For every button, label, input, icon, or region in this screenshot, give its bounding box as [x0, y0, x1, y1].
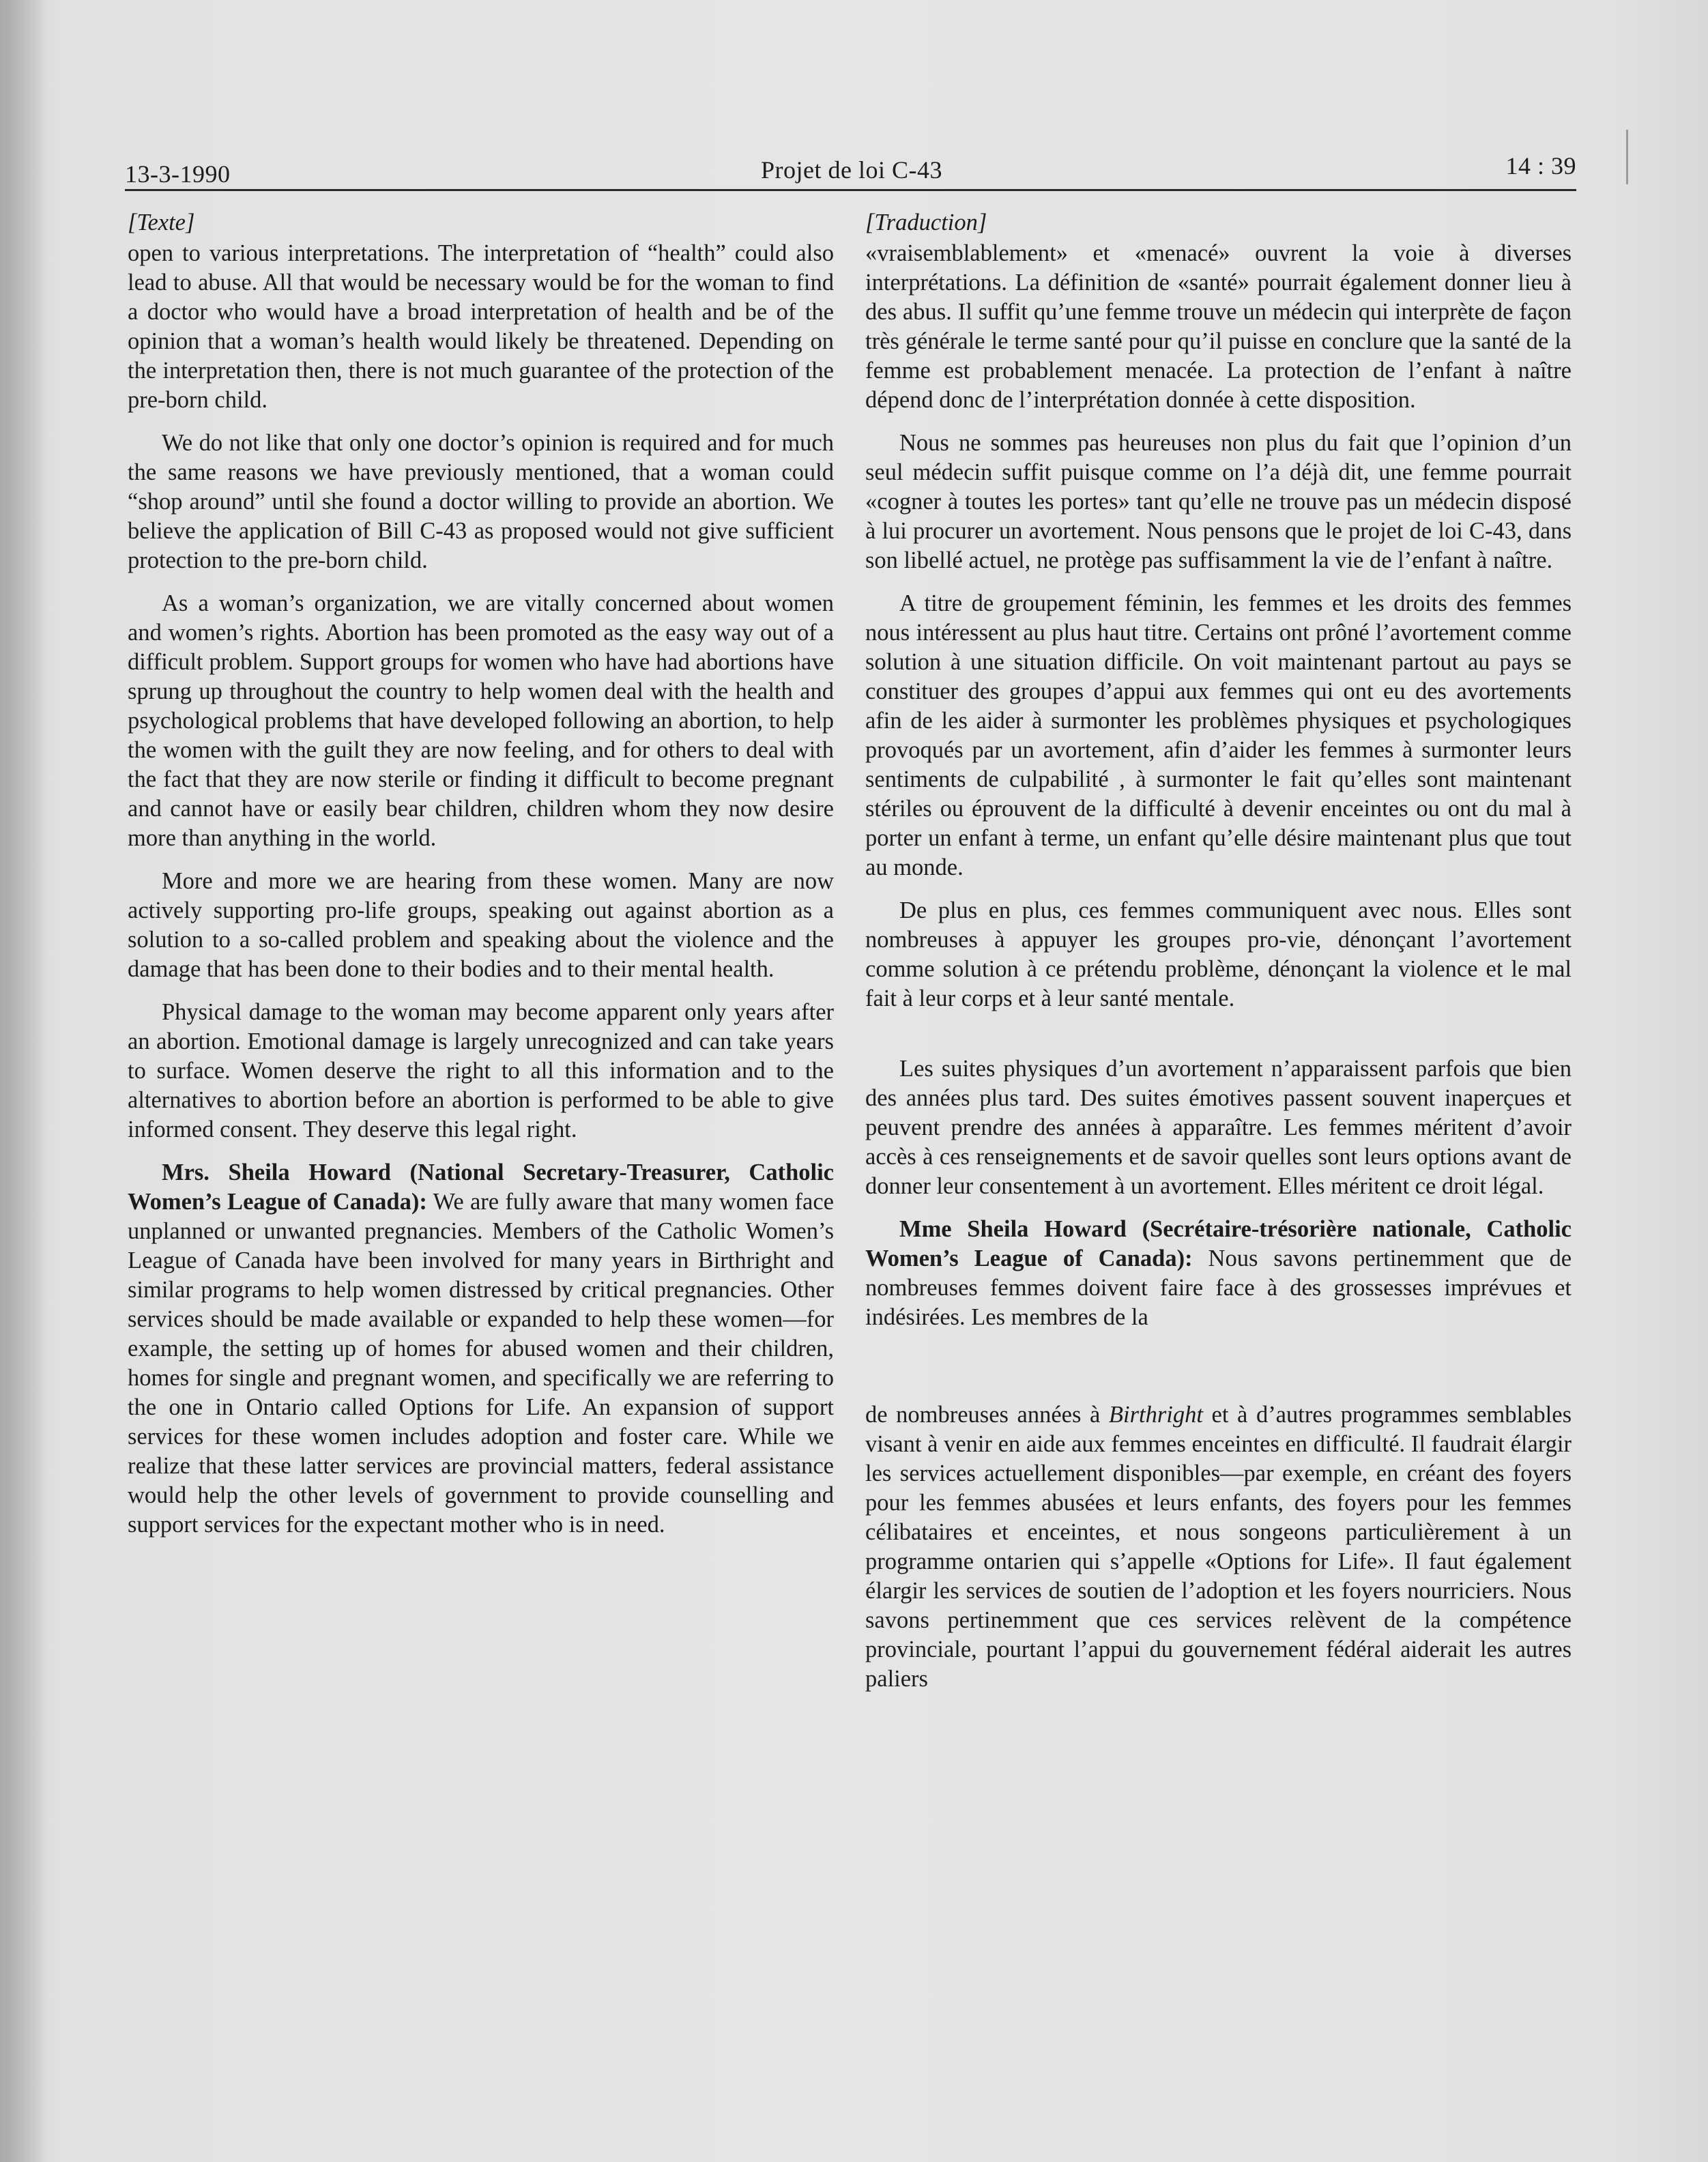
column-tag: [Texte]	[128, 210, 195, 235]
continued-paragraph	[865, 1400, 1572, 1694]
french-column	[865, 208, 1572, 1707]
speech-text: de nombreuses années à	[865, 1402, 1101, 1428]
speaker-paragraph	[865, 1215, 1572, 1332]
speaker-name: Mme Sheila Howard (Secrétaire-trésorière nationale, Catholic Women’s League of Canada):	[865, 1216, 1572, 1271]
header-rule	[125, 189, 1576, 191]
speech-text: We are fully aware that many women face unplanned or unwanted pregnancies. Members of the Catholic Women’s League of Canada have been involved for many years in Birthright and similar programs to help women distressed by critical pregnancies. Other services should be made available or expanded to help these women—for example, the setting up of homes for abused women and their children, homes for single and pregnant women, and specifically we are referring to the one in Ontario called Options for Life. An expansion of support services for these women includes adoption and foster care. While we realize that these latter services are provincial matters, federal assistance would help the other levels of government to provide counselling and support services for the expectant mother who is in need.	[128, 1189, 834, 1538]
paragraph: We do not like that only one doctor’s opinion is required and for much the same reasons we have previously mentioned, that a woman could “shop around” until she found a doctor willing to provide an abortion. We believe the application of Bill C-43 as proposed would not give sufficient protection to the pre-born child.	[128, 430, 834, 573]
speech-text: Nous savons pertinemment que de nombreuses femmes doivent faire face à des grossesses imprévues et indésirées. Les membres de la	[865, 1245, 1572, 1330]
paragraph: Physical damage to the woman may become apparent only years after an abortion. Emotional damage is largely unrecognized and can take years to surface. Women deserve the right to all this information and to the alternatives to abortion before an abortion is performed to be able to give informed consent. They deserve this legal right.	[128, 999, 834, 1142]
page-number: 14 : 39	[1505, 152, 1576, 179]
paragraph: Nous ne sommes pas heureuses non plus du fait que l’opinion d’un seul médecin suffit puisque comme on l’a déjà dit, une femme pourrait «cogner à toutes les portes» tant qu’elle ne trouve pas un médecin disposé à lui procurer un avortement. Nous pensons que le projet de loi C-43, dans son libellé actuel, ne protège pas suffisamment la vie de l’enfant à naître.	[865, 430, 1572, 573]
binding-shadow	[0, 0, 48, 2162]
speech-text: et à d’autres programmes semblables visant à venir en aide aux femmes enceintes en difficulté. Il faudrait élargir les services actuellement disponibles—par exemple, en créant des foyers pour les femmes abusées et leurs enfants, des foyers pour les femmes célibataires et enceintes, et nous songeons particulièrement à un programme ontarien qui s’appelle «Options for Life». Il faut également élargir les services de soutien de l’adoption et les foyers nourriciers. Nous savons pertinemment que ces services relèvent de la compétence provinciale, pourtant l’appui du gouvernement fédéral aiderait les autres paliers	[865, 1402, 1572, 1692]
speaker-paragraph	[128, 1158, 834, 1540]
program-name: Birthright	[1108, 1402, 1203, 1428]
paragraph: «vraisemblablement» et «menacé» ouvrent la voie à diverses interprétations. La définition de «santé» pourrait également donner lieu à des abus. Il suffit qu’une femme trouve un médecin qui interprète de façon très générale le terme santé pour qu’il puisse en conclure que la santé de la femme est probablement menacée. La protection de l’enfant à naître dépend donc de l’interprétation donnée à cette disposition.	[865, 240, 1572, 413]
paragraph: De plus en plus, ces femmes communiquent avec nous. Elles sont nombreuses à appuyer les groupes pro-vie, dénonçant l’avortement comme solution à ce prétendu problème, dénonçant la violence et le mal fait à leur corps et à leur santé mentale.	[865, 897, 1572, 1011]
paragraph: open to various interpretations. The interpretation of “health” could also lead to abuse. All that would be necessary would be for the woman to find a doctor who would have a broad interpretation of health and be of the opinion that a woman’s health would likely be threatened. Depending on the interpretation then, there is not much guarantee of the protection of the pre-born child.	[128, 240, 834, 413]
running-header	[125, 152, 1576, 190]
paragraph: More and more we are hearing from these women. Many are now actively supporting pro-life groups, speaking out against abortion as a solution to a so-called problem and speaking about the violence and the damage that has been done to their bodies and to their mental health.	[128, 868, 834, 982]
header-date: 13-3-1990	[125, 160, 231, 188]
paragraph: A titre de groupement féminin, les femmes et les droits des femmes nous intéressent au plus haut titre. Certains ont prôné l’avortement comme solution à une situation difficile. On voit maintenant partout au pays se constituer des groupes d’appui aux femmes qui ont eu des avortements afin de les aider à surmonter les problèmes physiques et psychologiques provoqués par un avortement, afin d’aider les femmes à surmonter leurs sentiments de culpabilité , à surmonter le fait qu’elles sont maintenant stériles ou éprouvent de la difficulté à devenir enceintes ou ont du mal à porter un enfant à terme, un enfant qu’elle désire maintenant plus que tout au monde.	[865, 590, 1572, 880]
margin-mark	[1626, 130, 1628, 184]
paragraph: Les suites physiques d’un avortement n’apparaissent parfois que bien des années plus tard. Des suites émotives passent souvent inaperçues et peuvent prendre des années à apparaître. Les femmes méritent d’avoir accès à ces renseignements et de savoir quelles sont leurs options avant de donner leur consentement à un avortement. Elles méritent ce droit légal.	[865, 1056, 1572, 1199]
header-title: Projet de loi C-43	[761, 156, 942, 184]
column-tag: [Traduction]	[865, 210, 987, 235]
paragraph: As a woman’s organization, we are vitally concerned about women and women’s rights. Abortion has been promoted as the easy way out of a difficult problem. Support groups for women who have had abortions have sprung up throughout the country to help women deal with the health and psychological problems that have developed following an abortion, to help the women with the guilt they are now feeling, and for others to deal with the fact that they are now sterile or finding it difficult to become pregnant and cannot have or easily bear children, children whom they now desire more than anything in the world.	[128, 590, 834, 851]
english-column	[128, 208, 834, 1553]
speaker-name: Mrs. Sheila Howard (National Secretary-Treasurer, Catholic Women’s League of Canada):	[128, 1159, 834, 1215]
